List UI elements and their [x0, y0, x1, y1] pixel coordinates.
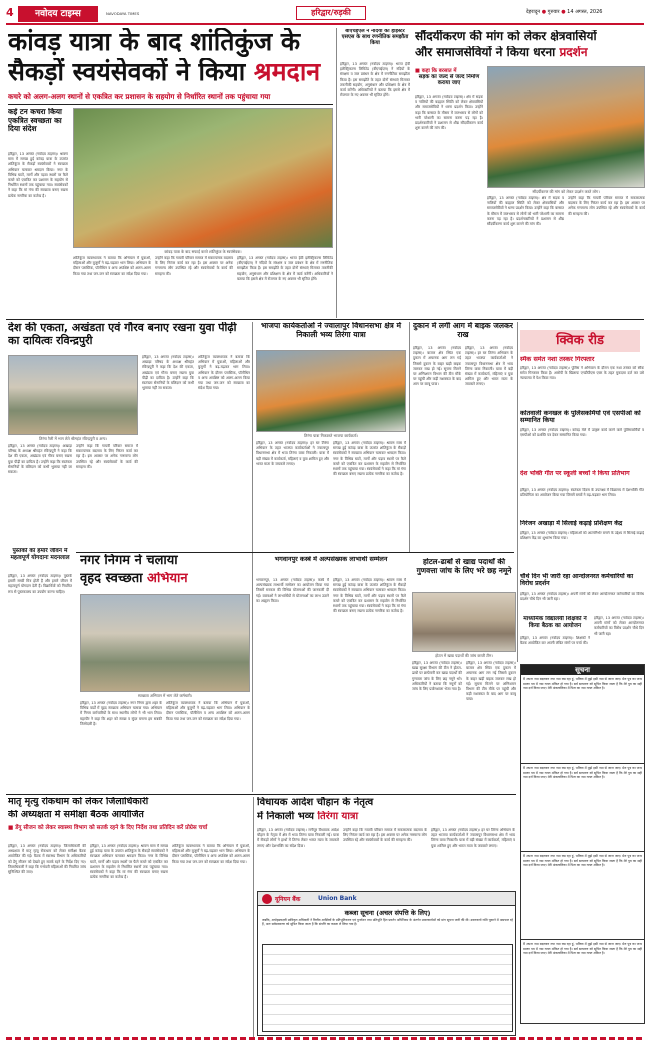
col-divider: [253, 797, 254, 1037]
lead-deck: कचरे को अलग-अलग स्थानों से एकत्रित कर प्रशासन के सहयोग से निर्धारित स्थानों तक पहुंचाया गया: [8, 92, 271, 101]
bhel-body: हरिद्वार, 13 अगस्त (नवोदय टाइम्स)। भारत हेवी इलेक्ट्रिकल्स लिमिटेड (बीएचईएल) ने नदियों के संरक्षण व जल प्रबंधन के क्षेत्र में रणनीतिक समझौता किया है। इस समझौते के तहत दोनों संस्थाएं मिलकर तकनीकी सहयोग, अनुसंधान और प्रशिक्षण के क्षेत्र में कार्य करेंगी। अधिकारियों ने बताया कि इससे क्षेत्र में रोजगार के नए अवसर भी सृजित होंगे।: [340, 62, 410, 98]
bhagwanpur-body-1: भगवानपुर, 13 अगस्त (नवोदय टाइम्स)। कस्बे में अल्पसंख्यक लाभार्थी सम्मेलन का आयोजन किया गया जिसमें सरकार की विभिन्न योजनाओं की जानकारी दी गई। वक्ताओं ने लाभार्थियों से योजनाओं का लाभ उठाने का आह्वान किया।: [256, 578, 329, 603]
protest-headline-2-text: और समाजसेवियों ने किया धरना: [415, 46, 560, 59]
lead-headline-2-highlight: श्रमदान: [253, 58, 321, 86]
section-rule: [76, 552, 514, 553]
dateline: [526, 9, 602, 15]
bank-ad-body-1: जबकि, अधोहस्ताक्षरी प्राधिकृत अधिकारी ने वित्तीय आस्तियों के प्रतिभूतिकरण एवं पुनर्गठन तथा प्रतिभूति हित प्रवर्तन अधिनियम के अंतर्गत उधारकर्ताओं को मांग सूचना जारी की थी। उधारकर्ता राशि चुकाने में असफल रहे हैं, अतः सर्वसाधारण को सूचित किया जाता है कि संपत्ति का कब्जा ले लिया गया है।: [262, 918, 513, 927]
kwik-item-3-headline: देश भक्ति गीत पर स्कूली बच्चों ने किया प्रतिभाग: [520, 470, 630, 477]
day: गुरुवार: [547, 9, 560, 15]
unity-body-2: शांतिकुंज व्यवस्थापक ने बताया कि अभियान में युवाओं, महिलाओं और बुजुर्गों ने बढ़-चढ़कर भाग लिया। अभियान के दौरान प्लास्टिक, पॉलीथिन व अन्य अपशिष्ट को अलग-अलग किया गया तथा जन-जन को स्वच्छता का संदेश दिया गया।: [198, 355, 250, 391]
cleanliness-body-2: शांतिकुंज व्यवस्थापक ने बताया कि अभियान में युवाओं, महिलाओं और बुजुर्गों ने बढ़-चढ़कर भाग लिया। अभियान के दौरान प्लास्टिक, पॉलीथिन व अन्य अपशिष्ट को अलग-अलग किया गया तथा जन-जन को स्वच्छता का संदेश दिया गया।: [166, 701, 250, 721]
classifieds-box: [520, 664, 645, 1024]
tiranga-photo-caption: तिरंगा यात्रा निकालते भाजपा कार्यकर्ता।: [304, 433, 358, 438]
kwik-read-title: क्विक रीड: [556, 333, 604, 348]
lead-body-2: शांतिकुंज व्यवस्थापक ने बताया कि अभियान में युवाओं, महिलाओं और बुजुर्गों ने बढ़-चढ़कर भाग लिया। अभियान के दौरान प्लास्टिक, पॉलीथिन व अन्य अपशिष्ट को अलग-अलग किया गया तथा जन-जन को स्वच्छता का संदेश दिया गया।: [73, 256, 151, 276]
mla-body-2: उन्होंने कहा कि गायत्री परिवार समाज में सकारात्मक बदलाव के लिए निरंतर कार्य कर रहा है। इस अवसर पर अनेक गणमान्य लोग उपस्थित रहे और स्वयंसेवकों के कार्य की सराहना की।: [343, 828, 427, 843]
lead-body-3: उन्होंने कहा कि गायत्री परिवार समाज में सकारात्मक बदलाव के लिए निरंतर कार्य कर रहा है। इस अवसर पर अनेक गणमान्य लोग उपस्थित रहे और स्वयंसेवकों के कार्य की सराहना की।: [155, 256, 233, 276]
kwik-item-4-body: हरिद्वार, 13 अगस्त (नवोदय टाइम्स)। महिलाओं को आत्मनिर्भर बनाने के उद्देश्य से सिलाई कढ़ाई प्रशिक्षण केंद्र का शुभारंभ किया गया।: [520, 531, 644, 541]
section-title: हरिद्वार/रुड़की: [296, 6, 366, 20]
lead-body-1: हरिद्वार, 13 अगस्त (नवोदय टाइम्स)। श्रावण मास में सम्पन्न हुई कांवड़ यात्रा के उपरांत शांतिकुंज के सैकड़ों स्वयंसेवकों ने स्वच्छता अभियान चलाकर श्रमदान किया। नगर के विभिन्न घाटों, मार्गों और पड़ाव स्थलों पर फैले कचरे को एकत्रित कर प्रशासन के सहयोग से निर्धारित स्थानों तक पहुंचाया गया। स्वयंसेवकों ने कहा कि मां गंगा की स्वच्छता बनाए रखना प्रत्येक नागरिक का कर्तव्य है।: [8, 152, 68, 198]
kwik-item-5-headline: चौथे दिन भी जारी रहा आन्दोलनरत कर्मचारियों का विरोध प्रदर्शन: [520, 573, 634, 588]
youth-headline: पुस्तकों का हमारे जीवन में महत्वपूर्ण योगदानः मदनलाल: [10, 548, 70, 561]
cleanliness-headline-2-text: वृहद स्वच्छता: [80, 572, 148, 586]
mla-headline-2-highlight: तिरंगा यात्रा: [317, 811, 359, 822]
bhagwanpur-headline: भगवानपुर कस्बे में अल्पसंख्यक लाभार्थी सम्मेलन: [274, 556, 388, 563]
classifieds-body-3: मैं अपना नाम बदलकर नया नाम रख रहा हूं, भविष्य में मुझे इसी नाम से जाना जाए। मेरा पुत्र का जन्म प्रमाण पत्र में नाम गलत अंकित हो गया है। सर्व साधारण को सूचित किया जाता है कि मेरे पुत्र का सही नाम दर्ज किया जाए। मेरी अंकतालिका में पिता का नाम गलत अंकित है।: [521, 851, 644, 939]
mla-body-1: हरिद्वार, 13 अगस्त (नवोदय टाइम्स)। रानीपुर विधायक आदेश चौहान के नेतृत्व में क्षेत्र में भव्य तिरंगा यात्रा निकाली गई। यात्रा में सैकड़ों लोगों ने हाथों में तिरंगा लेकर भारत माता के जयकारे लगाए और देशभक्ति का संदेश दिया।: [257, 828, 339, 848]
cleanliness-body-1: हरिद्वार, 13 अगस्त (नवोदय टाइम्स)। नगर निगम द्वारा शहर के विभिन्न वार्डों में वृहद स्वच्छता अभियान चलाया गया। अभियान में निगम कर्मचारियों के साथ स्थानीय लोगों ने भी भाग लिया। महापौर ने कहा कि शहर को स्वच्छ व सुंदर बनाना हम सबकी जिम्मेदारी है।: [80, 701, 162, 726]
bank-ad-header: [258, 892, 516, 906]
masthead: नवोदय टाइम्स: [35, 9, 81, 19]
col-divider: [252, 322, 253, 792]
hotel-body-1: हरिद्वार, 13 अगस्त (नवोदय टाइम्स)। खाद्य सुरक्षा विभाग की टीम ने होटल-ढाबों पर छापेमारी कर खाद्य पदार्थों की गुणवत्ता जांच के लिए छह नमूने भरे। अधिकारियों ने बताया कि नमूनों को जांच के लिए प्रयोगशाला भेजा गया है।: [412, 661, 462, 692]
lead-sub-headline: कई टन कचरा किया एकत्रित स्वच्छता का दिया संदेश: [8, 108, 62, 134]
masthead-sub: NAVODAYA TIMES: [106, 11, 140, 16]
protest-body-2: हरिद्वार, 13 अगस्त (नवोदय टाइम्स)। क्षेत्र में सड़क व नालियों की बदहाल स्थिति को लेकर क्षेत्रवासियों और समाजसेवियों ने धरना प्रदर्शन किया। उन्होंने कहा कि बरसात के मौसम में जलभराव से लोगों को भारी परेशानी का सामना करना पड़ रहा है। प्रदर्शनकारियों ने प्रशासन से शीघ्र सौंदर्यीकरण कार्य शुरू कराने की मांग की।: [487, 196, 564, 227]
hotel-headline: होटल-ढाबों से खाद्य पदार्थों की गुणवत्ता जांच के लिए भरे छह नमूने: [416, 558, 512, 575]
lead-headline-2: [8, 58, 333, 87]
cleanliness-photo: [80, 594, 250, 692]
unity-body-3: हरिद्वार, 13 अगस्त (नवोदय टाइम्स)। अखाड़ा परिषद के अध्यक्ष श्रीमहंत रविन्द्रपुरी ने कहा कि देश की एकता, अखंडता एवं गौरव बनाए रखना युवा पीढ़ी का दायित्व है। उन्होंने कहा कि स्वतंत्रता सेनानियों के बलिदान को कभी भुलाया नहीं जा सकता।: [8, 444, 72, 475]
protest-photo: [487, 66, 645, 188]
tiranga-body-1: हरिद्वार, 13 अगस्त (नवोदय टाइम्स)। हर घर तिरंगा अभियान के तहत भाजपा कार्यकर्ताओं ने ज्वालापुर विधानसभा क्षेत्र में भव्य तिरंगा यात्रा निकाली। यात्रा में बड़ी संख्या में कार्यकर्ता, महिलाएं व युवा शामिल हुए और भारत माता के जयकारे लगाए।: [256, 441, 329, 466]
protest-body-3: उन्होंने कहा कि गायत्री परिवार समाज में सकारात्मक बदलाव के लिए निरंतर कार्य कर रहा है। इस अवसर पर अनेक गणमान्य लोग उपस्थित रहे और स्वयंसेवकों के कार्य की सराहना की।: [568, 196, 645, 216]
masthead-box: [18, 6, 98, 22]
hotel-photo-caption: होटल में खाद्य पदार्थों की जांच करती टीम।: [435, 653, 493, 658]
lead-photo: [73, 108, 333, 248]
lead-body-4: हरिद्वार, 13 अगस्त (नवोदय टाइम्स)। भारत हेवी इलेक्ट्रिकल्स लिमिटेड (बीएचईएल) ने नदियों के संरक्षण व जल प्रबंधन के क्षेत्र में रणनीतिक समझौता किया है। इस समझौते के तहत दोनों संस्थाएं मिलकर तकनीकी सहयोग, अनुसंधान और प्रशिक्षण के क्षेत्र में कार्य करेंगी। अधिकारियों ने बताया कि इससे क्षेत्र में रोजगार के नए अवसर भी सृजित होंगे।: [237, 256, 333, 281]
page-number: 4: [6, 6, 14, 19]
bhel-headline: बीएचईएल ने नदियों की हाइस्टर एसएस के साथ रणनीतिक समझौता किया: [341, 29, 409, 46]
kwik-item-3-body: हरिद्वार, 13 अगस्त (नवोदय टाइम्स)। स्वतंत्रता दिवस के उपलक्ष्य में विद्यालय में देशभक्ति गीत प्रतियोगिता का आयोजन किया गया जिसमें बच्चों ने बढ़-चढ़कर भाग लिया।: [520, 488, 644, 498]
maternal-body-3: शांतिकुंज व्यवस्थापक ने बताया कि अभियान में युवाओं, महिलाओं और बुजुर्गों ने बढ़-चढ़कर भाग लिया। अभियान के दौरान प्लास्टिक, पॉलीथिन व अन्य अपशिष्ट को अलग-अलग किया गया तथा जन-जन को स्वच्छता का संदेश दिया गया।: [172, 844, 250, 864]
lead-photo-caption: कांवड़ यात्रा के बाद सफाई करते शांतिकुंज के स्वयंसेवक।: [164, 249, 242, 254]
kwik-item-2-headline: कोतवाली कनखल के पुलिसकर्मियों एवं एसपीओ को सम्मानित किया: [520, 410, 641, 425]
unity-body-4: उन्होंने कहा कि गायत्री परिवार समाज में सकारात्मक बदलाव के लिए निरंतर कार्य कर रहा है। इस अवसर पर अनेक गणमान्य लोग उपस्थित रहे और स्वयंसेवकों के कार्य की सराहना की।: [76, 444, 138, 469]
col-divider: [409, 322, 410, 552]
bank-ad: [257, 891, 516, 1036]
col-divider: [336, 28, 337, 318]
kwik-read-title-box: [520, 330, 640, 352]
bullet-icon: ●: [541, 9, 547, 15]
bank-logo-icon: [262, 894, 272, 904]
kwik-item-1-headline: स्मैक समेत नशा तस्कर गिरफ्तार: [520, 356, 595, 363]
unity-headline: देश की एकता, अखंडता एवं गौरव बनाए रखना युवा पीढ़ी का दायित्वः रविन्द्रपुरी: [8, 322, 237, 347]
kwik-item-5-body-2: हरिद्वार, 13 अगस्त (नवोदय टाइम्स)। अपनी मांगों को लेकर आन्दोलनरत कर्मचारियों का विरोध प्रदर्शन चौथे दिन भी जारी रहा।: [594, 616, 644, 636]
mla-body-3: हरिद्वार, 13 अगस्त (नवोदय टाइम्स)। हर घर तिरंगा अभियान के तहत भाजपा कार्यकर्ताओं ने ज्वालापुर विधानसभा क्षेत्र में भव्य तिरंगा यात्रा निकाली। यात्रा में बड़ी संख्या में कार्यकर्ता, महिलाएं व युवा शामिल हुए और भारत माता के जयकारे लगाए।: [431, 828, 515, 848]
lead-headline-1: कांवड़ यात्रा के बाद शांतिकुंज के: [8, 28, 301, 56]
classifieds-body-4: मैं अपना नाम बदलकर नया नाम रख रहा हूं, भविष्य में मुझे इसी नाम से जाना जाए। मेरा पुत्र का जन्म प्रमाण पत्र में नाम गलत अंकित हो गया है। सर्व साधारण को सूचित किया जाता है कि मेरे पुत्र का सही नाम दर्ज किया जाए। मेरी अंकतालिका में पिता का नाम गलत अंकित है।: [521, 939, 644, 1023]
header-rule: [6, 23, 644, 25]
date: 14 अगस्त, 2026: [567, 9, 603, 15]
classifieds-body-2: मैं अपना नाम बदलकर नया नाम रख रहा हूं, भविष्य में मुझे इसी नाम से जाना जाए। मेरा पुत्र का जन्म प्रमाण पत्र में नाम गलत अंकित हो गया है। सर्व साधारण को सूचित किया जाता है कि मेरे पुत्र का सही नाम दर्ज किया जाए। मेरी अंकतालिका में पिता का नाम गलत अंकित है।: [521, 763, 644, 851]
tiranga-headline: भाजपा कार्यकर्ताओं ने ज्वालापुर विधानसभा क्षेत्र में निकाली भव्य तिरंगा यात्रा: [260, 322, 402, 339]
maternal-headline-2: की अध्यक्षता में समीक्षा बैठक आयोजित: [8, 810, 144, 820]
bank-ad-title: कब्जा सूचना (अचल संपत्ति के लिए): [344, 909, 431, 917]
kwik-item-6-body: हरिद्वार, 13 अगस्त (नवोदय टाइम्स)। शिक्षकों ने बैठक आयोजित कर अपनी लंबित मांगों पर चर्चा की।: [520, 636, 590, 646]
bhagwanpur-body-2: हरिद्वार, 13 अगस्त (नवोदय टाइम्स)। श्रावण मास में सम्पन्न हुई कांवड़ यात्रा के उपरांत शांतिकुंज के सैकड़ों स्वयंसेवकों ने स्वच्छता अभियान चलाकर श्रमदान किया। नगर के विभिन्न घाटों, मार्गों और पड़ाव स्थलों पर फैले कचरे को एकत्रित कर प्रशासन के सहयोग से निर्धारित स्थानों तक पहुंचाया गया। स्वयंसेवकों ने कहा कि मां गंगा की स्वच्छता बनाए रखना प्रत्येक नागरिक का कर्तव्य है।: [333, 578, 406, 614]
kwik-item-6-headline: माध्यमिक विद्यालयी शिक्षकों ने किया बैठक का आयोजन: [523, 616, 587, 629]
mla-headline-1: विधायक आदेश चौहान के नेतृत्व: [257, 797, 374, 808]
maternal-sub: [8, 825, 248, 832]
cleanliness-photo-caption: स्वच्छता अभियान में भाग लेते कर्मचारी।: [137, 693, 193, 698]
city: देहरादून: [526, 9, 541, 15]
youth-body: हरिद्वार, 13 अगस्त (नवोदय टाइम्स)। पुस्तकें हमारी सच्ची मित्र होती हैं और हमारे जीवन में महत्वपूर्ण योगदान देती हैं। विद्यार्थियों को नियमित रूप से पुस्तकालय का उपयोग करना चाहिए।: [8, 574, 72, 594]
maternal-headline-1: मातृ मृत्यु रोकथाम को लेकर जिलाधिकारी: [8, 797, 149, 807]
hotel-body-2: हरिद्वार, 13 अगस्त (नवोदय टाइम्स)। बाजार क्षेत्र स्थित एक दुकान में अचानक आग लग गई जिससे दुकान के बाहर खड़ी बाइक जलकर राख हो गई। सूचना मिलने पर अग्निशमन विभाग की टीम मौके पर पहुंची और कड़ी मशक्कत के बाद आग पर काबू पाया।: [466, 661, 516, 702]
bullet-icon: ●: [561, 9, 566, 15]
section-rule: [6, 794, 516, 795]
cleanliness-headline-2: [80, 572, 250, 587]
protest-headline-1: सौंदर्यीकरण की मांग को लेकर क्षेत्रवासियों: [415, 30, 597, 43]
protest-photo-caption: सौंदर्यीकरण की मांग को लेकर प्रदर्शन करते लोग।: [532, 189, 600, 194]
square-bullet-icon: ■: [8, 825, 14, 831]
tiranga-body-2: हरिद्वार, 13 अगस्त (नवोदय टाइम्स)। श्रावण मास में सम्पन्न हुई कांवड़ यात्रा के उपरांत शांतिकुंज के सैकड़ों स्वयंसेवकों ने स्वच्छता अभियान चलाकर श्रमदान किया। नगर के विभिन्न घाटों, मार्गों और पड़ाव स्थलों पर फैले कचरे को एकत्रित कर प्रशासन के सहयोग से निर्धारित स्थानों तक पहुंचाया गया। स्वयंसेवकों ने कहा कि मां गंगा की स्वच्छता बनाए रखना प्रत्येक नागरिक का कर्तव्य है।: [333, 441, 406, 477]
protest-headline-2: [415, 46, 645, 60]
protest-headline-2-highlight: प्रदर्शन: [559, 46, 588, 59]
kwik-item-4-headline: निरंजन अखाड़ा में सिलाई कढ़ाई प्रशिक्षण केंद्र: [520, 520, 623, 527]
hotel-photo: [412, 592, 516, 652]
mla-headline-2: [257, 811, 515, 823]
footer-bar: [6, 1037, 644, 1040]
square-bullet-icon: ■: [415, 68, 420, 74]
unity-body-1: हरिद्वार, 13 अगस्त (नवोदय टाइम्स)। अखाड़ा परिषद के अध्यक्ष श्रीमहंत रविन्द्रपुरी ने कहा कि देश की एकता, अखंडता एवं गौरव बनाए रखना युवा पीढ़ी का दायित्व है। उन्होंने कहा कि स्वतंत्रता सेनानियों के बलिदान को कभी भुलाया नहीं जा सकता।: [142, 355, 194, 391]
classifieds-title: सूचना: [521, 665, 644, 675]
lead-rule: [8, 104, 333, 105]
fire-body-2: हरिद्वार, 13 अगस्त (नवोदय टाइम्स)। हर घर तिरंगा अभियान के तहत भाजपा कार्यकर्ताओं ने ज्वालापुर विधानसभा क्षेत्र में भव्य तिरंगा यात्रा निकाली। यात्रा में बड़ी संख्या में कार्यकर्ता, महिलाएं व युवा शामिल हुए और भारत माता के जयकारे लगाए।: [465, 346, 513, 387]
cleanliness-headline-1: नगर निगम ने चलाया: [80, 554, 178, 568]
maternal-body-1: हरिद्वार, 13 अगस्त (नवोदय टाइम्स)। जिलाधिकारी की अध्यक्षता में मातृ मृत्यु रोकथाम को लेकर समीक्षा बैठक आयोजित की गई। बैठक में स्वास्थ्य विभाग के अधिकारियों को डेंगू सीजन को देखते हुए सतर्क रहने के निर्देश दिए गए। जिलाधिकारी ने कहा कि गर्भवती महिलाओं की नियमित जांच सुनिश्चित की जाए।: [8, 844, 86, 875]
lead-headline-2-text: सैकड़ों स्वयंसेवकों ने किया: [8, 58, 254, 86]
kwik-item-5-body: हरिद्वार, 13 अगस्त (नवोदय टाइम्स)। अपनी मांगों को लेकर आन्दोलनरत कर्मचारियों का विरोध प्रदर्शन चौथे दिन भी जारी रहा।: [520, 592, 644, 602]
bank-ad-table: [262, 944, 513, 1032]
fire-body-1: हरिद्वार, 13 अगस्त (नवोदय टाइम्स)। बाजार क्षेत्र स्थित एक दुकान में अचानक आग लग गई जिससे दुकान के बाहर खड़ी बाइक जलकर राख हो गई। सूचना मिलने पर अग्निशमन विभाग की टीम मौके पर पहुंची और कड़ी मशक्कत के बाद आग पर काबू पाया।: [413, 346, 461, 387]
unity-photo-caption: तिरंगा रैली में भाग लेते श्रीमहंत रविन्द्रपुरी व अन्य।: [39, 436, 107, 441]
maternal-sub-text: डेंगू सीजन को लेकर स्वास्थ्य विभाग को सतर्क रहने के दिए निर्देश तथा प्रतिदिन करें प्रोग्रेस चर्चा: [15, 825, 208, 831]
protest-sub-2: सड़क का जल्द से जल्द निर्माण कराया जाए: [418, 74, 480, 87]
tiranga-photo: [256, 350, 406, 432]
maternal-body-2: हरिद्वार, 13 अगस्त (नवोदय टाइम्स)। श्रावण मास में सम्पन्न हुई कांवड़ यात्रा के उपरांत शांतिकुंज के सैकड़ों स्वयंसेवकों ने स्वच्छता अभियान चलाकर श्रमदान किया। नगर के विभिन्न घाटों, मार्गों और पड़ाव स्थलों पर फैले कचरे को एकत्रित कर प्रशासन के सहयोग से निर्धारित स्थानों तक पहुंचाया गया। स्वयंसेवकों ने कहा कि मां गंगा की स्वच्छता बनाए रखना प्रत्येक नागरिक का कर्तव्य है।: [90, 844, 168, 880]
page-header: [6, 4, 644, 26]
bank-name-en: Union Bank: [318, 895, 357, 902]
protest-sub-1: [415, 66, 483, 74]
fire-headline: दुकान में लगी आग में बाइक जलकर राख: [413, 322, 513, 339]
classifieds-body-1: मैं अपना नाम बदलकर नया नाम रख रहा हूं, भविष्य में मुझे इसी नाम से जाना जाए। मेरा पुत्र का जन्म प्रमाण पत्र में नाम गलत अंकित हो गया है। सर्व साधारण को सूचित किया जाता है कि मेरे पुत्र का सही नाम दर्ज किया जाए। मेरी अंकतालिका में पिता का नाम गलत अंकित है।: [523, 677, 642, 691]
mla-headline-2-text: में निकाली भव्य: [257, 811, 318, 822]
cleanliness-headline-2-highlight: अभियान: [147, 572, 188, 586]
unity-photo: [8, 355, 138, 435]
protest-sub-1-text: कहा कि बरसात में: [421, 68, 457, 74]
section-rule: [6, 319, 644, 320]
kwik-item-1-body: हरिद्वार, 13 अगस्त (नवोदय टाइम्स)। पुलिस ने अभियान के दौरान एक नशा तस्कर को स्मैक समेत गिरफ्तार किया है। आरोपी के खिलाफ एनडीपीएस एक्ट के तहत मुकदमा दर्ज कर उसे न्यायालय में पेश किया गया।: [520, 366, 644, 381]
bank-name: यूनियन बैंक: [275, 896, 301, 903]
protest-body-1: हरिद्वार, 13 अगस्त (नवोदय टाइम्स)। क्षेत्र में सड़क व नालियों की बदहाल स्थिति को लेकर क्षेत्रवासियों और समाजसेवियों ने धरना प्रदर्शन किया। उन्होंने कहा कि बरसात के मौसम में जलभराव से लोगों को भारी परेशानी का सामना करना पड़ रहा है। प्रदर्शनकारियों ने प्रशासन से शीघ्र सौंदर्यीकरण कार्य शुरू कराने की मांग की।: [415, 95, 483, 131]
kwik-item-2-body: हरिद्वार, 13 अगस्त (नवोदय टाइम्स)। कांवड़ मेले में उत्कृष्ट कार्य करने वाले पुलिसकर्मियों व एसपीओ को प्रशस्ति पत्र देकर सम्मानित किया गया।: [520, 428, 644, 438]
